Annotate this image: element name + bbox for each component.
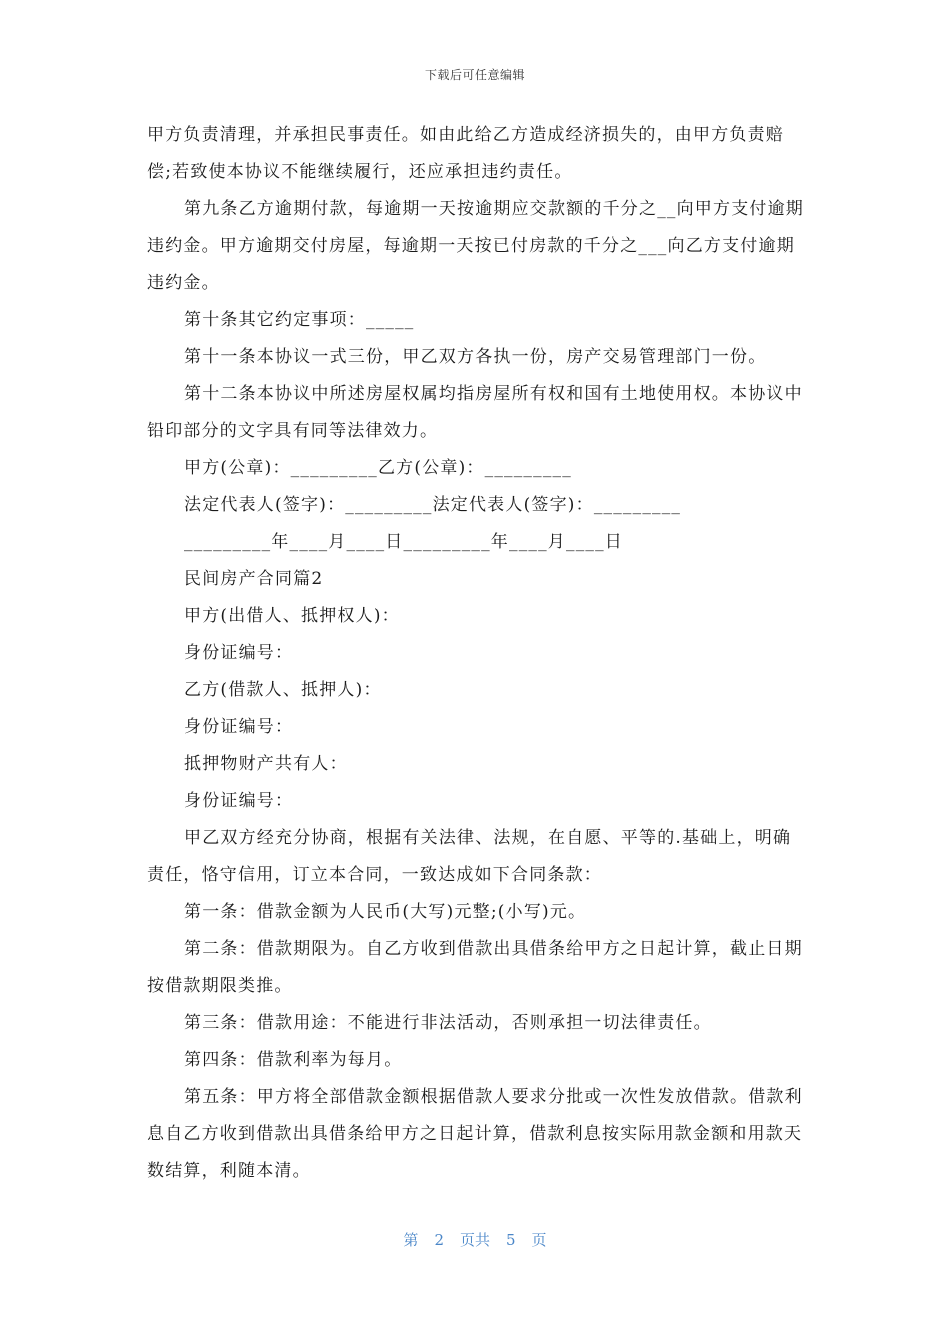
total-pages: 5 bbox=[506, 1231, 516, 1249]
clause-3: 第三条：借款用途：不能进行非法活动，否则承担一切法律责任。 bbox=[184, 1013, 712, 1033]
document-body bbox=[147, 117, 807, 1190]
party-a-line: 甲方(出借人、抵押权人)： bbox=[184, 606, 400, 626]
section-title: 民间房产合同篇2 bbox=[184, 569, 324, 589]
id-number-line: 身份证编号： bbox=[184, 643, 294, 663]
page-footer bbox=[0, 1229, 950, 1250]
footer-prefix: 第 bbox=[403, 1231, 419, 1249]
paragraph-article-9: 第九条乙方逾期付款，每逾期一天按逾期应交款额的千分之__向甲方支付逾期违约金。甲方逾期交付房屋，每逾期一天按已付房款的千分之___向乙方支付逾期违约金。 bbox=[147, 199, 804, 293]
footer-suffix: 页 bbox=[531, 1231, 547, 1249]
paragraph-article-10: 第十条其它约定事项：_____ bbox=[184, 310, 415, 330]
preamble-paragraph: 甲乙双方经充分协商，根据有关法律、法规，在自愿、平等的.基础上，明确责任，恪守信用，订立本合同，一致达成如下合同条款： bbox=[147, 828, 792, 885]
clause-2: 第二条：借款期限为。自乙方收到借款出具借条给甲方之日起计算，截止日期按借款期限类推。 bbox=[147, 939, 803, 996]
signature-representative-line: 法定代表人(签字)：_________法定代表人(签字)：_________ bbox=[184, 495, 682, 515]
id-number-line: 身份证编号： bbox=[184, 717, 294, 737]
clause-1: 第一条：借款金额为人民币(大写)元整;(小写)元。 bbox=[184, 902, 587, 922]
footer-middle: 页共 bbox=[459, 1231, 490, 1249]
page-number: 2 bbox=[434, 1231, 444, 1249]
id-number-line: 身份证编号： bbox=[184, 791, 294, 811]
paragraph-article-12: 第十二条本协议中所述房屋权属均指房屋所有权和国有土地使用权。本协议中铅印部分的文字具有同等法律效力。 bbox=[147, 384, 803, 441]
paragraph-article-11: 第十一条本协议一式三份，甲乙双方各执一份，房产交易管理部门一份。 bbox=[184, 347, 767, 367]
paragraph: 甲方负责清理，并承担民事责任。如由此给乙方造成经济损失的，由甲方负责赔偿;若致使本协议不能继续履行，还应承担违约责任。 bbox=[147, 125, 784, 182]
clause-5: 第五条：甲方将全部借款金额根据借款人要求分批或一次性发放借款。借款利息自乙方收到借款出具借条给甲方之日起计算，借款利息按实际用款金额和用款天数结算，利随本清。 bbox=[147, 1087, 803, 1181]
signature-seal-line: 甲方(公章)：_________乙方(公章)：_________ bbox=[184, 458, 572, 478]
signature-date-line: _________年____月____日_________年____月____日 bbox=[184, 532, 623, 552]
party-b-line: 乙方(借款人、抵押人)： bbox=[184, 680, 382, 700]
page-header: 下载后可任意编辑 bbox=[424, 68, 525, 82]
co-owner-line: 抵押物财产共有人： bbox=[184, 754, 348, 774]
clause-4: 第四条：借款利率为每月。 bbox=[184, 1050, 403, 1070]
